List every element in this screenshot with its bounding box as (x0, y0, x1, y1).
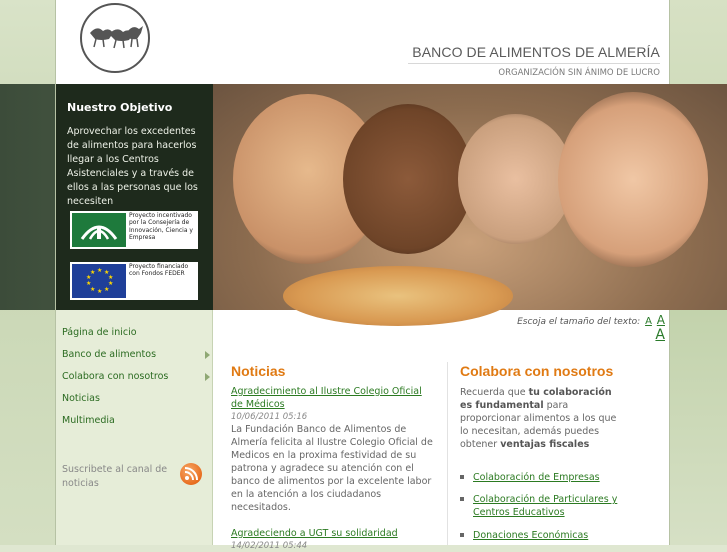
chevron-right-icon (205, 351, 210, 359)
nav-item-label: Multimedia (62, 415, 115, 426)
junta-andalucia-badge[interactable] (70, 211, 198, 249)
colabora-intro-text: Recuerda que (460, 387, 529, 398)
chevron-right-icon (205, 373, 210, 381)
bullet-icon (460, 475, 464, 479)
svg-text:★: ★ (90, 286, 96, 293)
birds-icon (87, 17, 147, 57)
badge-text: Proyecto incentivado por la Consejería de Innovación, Ciencia y Empresa (129, 212, 193, 242)
news-item-title[interactable]: Agradeciendo a UGT su solidaridad (231, 528, 398, 539)
nav-item-label: Página de inicio (62, 327, 137, 338)
nav-item-noticias[interactable] (62, 393, 210, 411)
colabora-title: Colabora con nosotros (460, 363, 614, 379)
nav-item-label: Colabora con nosotros (62, 371, 169, 382)
svg-text:★: ★ (90, 269, 96, 276)
colabora-intro-text: para proporcionar alimentos a los que lo necesitan, además puedes obtener (460, 400, 617, 450)
colabora-intro (460, 386, 625, 451)
text-size-large-button[interactable]: A (655, 327, 665, 343)
news-item-date: 10/06/2011 05:16 (231, 412, 308, 422)
sidebar-nav (56, 310, 213, 545)
svg-text:★: ★ (104, 286, 110, 293)
site-title: BANCO DE ALIMENTOS DE ALMERÍA (412, 44, 660, 60)
rss-icon[interactable] (180, 463, 202, 485)
hero-photo-children-pizza (213, 84, 727, 310)
nav-item-colabora[interactable] (62, 371, 210, 389)
text-size-medium-button[interactable]: A (656, 313, 665, 327)
news-item-title[interactable]: Agradecimiento al Ilustre Colegio Oficial de Médicos (231, 386, 422, 410)
colabora-link-donaciones[interactable]: Donaciones Económicas (473, 530, 589, 541)
objective-text: Aprovechar los excedentes de alimentos para hacerlos llegar a los Centros Asistenciales y a través de ellos a las personas que los necesiten (67, 126, 198, 207)
text-size-small-button[interactable]: A (645, 316, 652, 327)
colabora-link-empresas[interactable]: Colaboración de Empresas (473, 472, 600, 483)
bullet-icon (460, 497, 464, 501)
svg-text:★: ★ (86, 274, 92, 281)
badge-text: Proyecto financiado con Fondos FEDER (129, 263, 189, 278)
svg-text:★: ★ (86, 280, 92, 287)
eu-flag-icon (72, 264, 126, 298)
site-subtitle: ORGANIZACIÓN SIN ÁNIMO DE LUCRO (498, 68, 660, 78)
text-size-chooser (505, 313, 665, 343)
eu-feder-badge[interactable] (70, 262, 198, 300)
nav-item-banco-alimentos[interactable] (62, 349, 210, 367)
header-divider (408, 63, 660, 64)
logo[interactable] (80, 3, 150, 73)
svg-text:★: ★ (97, 288, 103, 295)
junta-andalucia-logo-icon (72, 213, 126, 247)
objective-panel (56, 84, 213, 310)
news-item-date: 14/02/2011 05:44 (231, 541, 308, 551)
news-list (231, 385, 436, 552)
svg-text:★: ★ (104, 269, 110, 276)
colabora-link-particulares[interactable]: Colaboración de Particulares y Centros Educativos (473, 494, 618, 518)
column-divider (447, 362, 448, 545)
nav-item-label: Banco de alimentos (62, 349, 157, 360)
svg-text:★: ★ (108, 274, 114, 281)
bullet-icon (460, 533, 464, 537)
news-item-body: La Fundación Banco de Alimentos de Almería felicita al Ilustre Colegio Oficial de Medicos en la proxima festividad de su patrona y agradece su atención con el banco de alimentos por la excelente labor en la atención a los ciudadanos necesitados. (231, 424, 433, 513)
news-title: Noticias (231, 363, 286, 379)
rss-subscribe-link[interactable]: Suscribete al canal de noticias (62, 464, 168, 489)
objective-heading: Nuestro Objetivo (67, 101, 173, 114)
nav-item-inicio[interactable] (62, 327, 210, 345)
colabora-intro-bold: ventajas fiscales (500, 439, 590, 450)
nav-item-label: Noticias (62, 393, 100, 404)
nav-item-multimedia[interactable] (62, 415, 210, 433)
svg-text:★: ★ (108, 280, 114, 287)
svg-text:★: ★ (97, 267, 103, 274)
text-size-label: Escoja el tamaño del texto: (517, 317, 641, 327)
colabora-intro-bold: tu colaboración es fundamental (460, 387, 612, 411)
